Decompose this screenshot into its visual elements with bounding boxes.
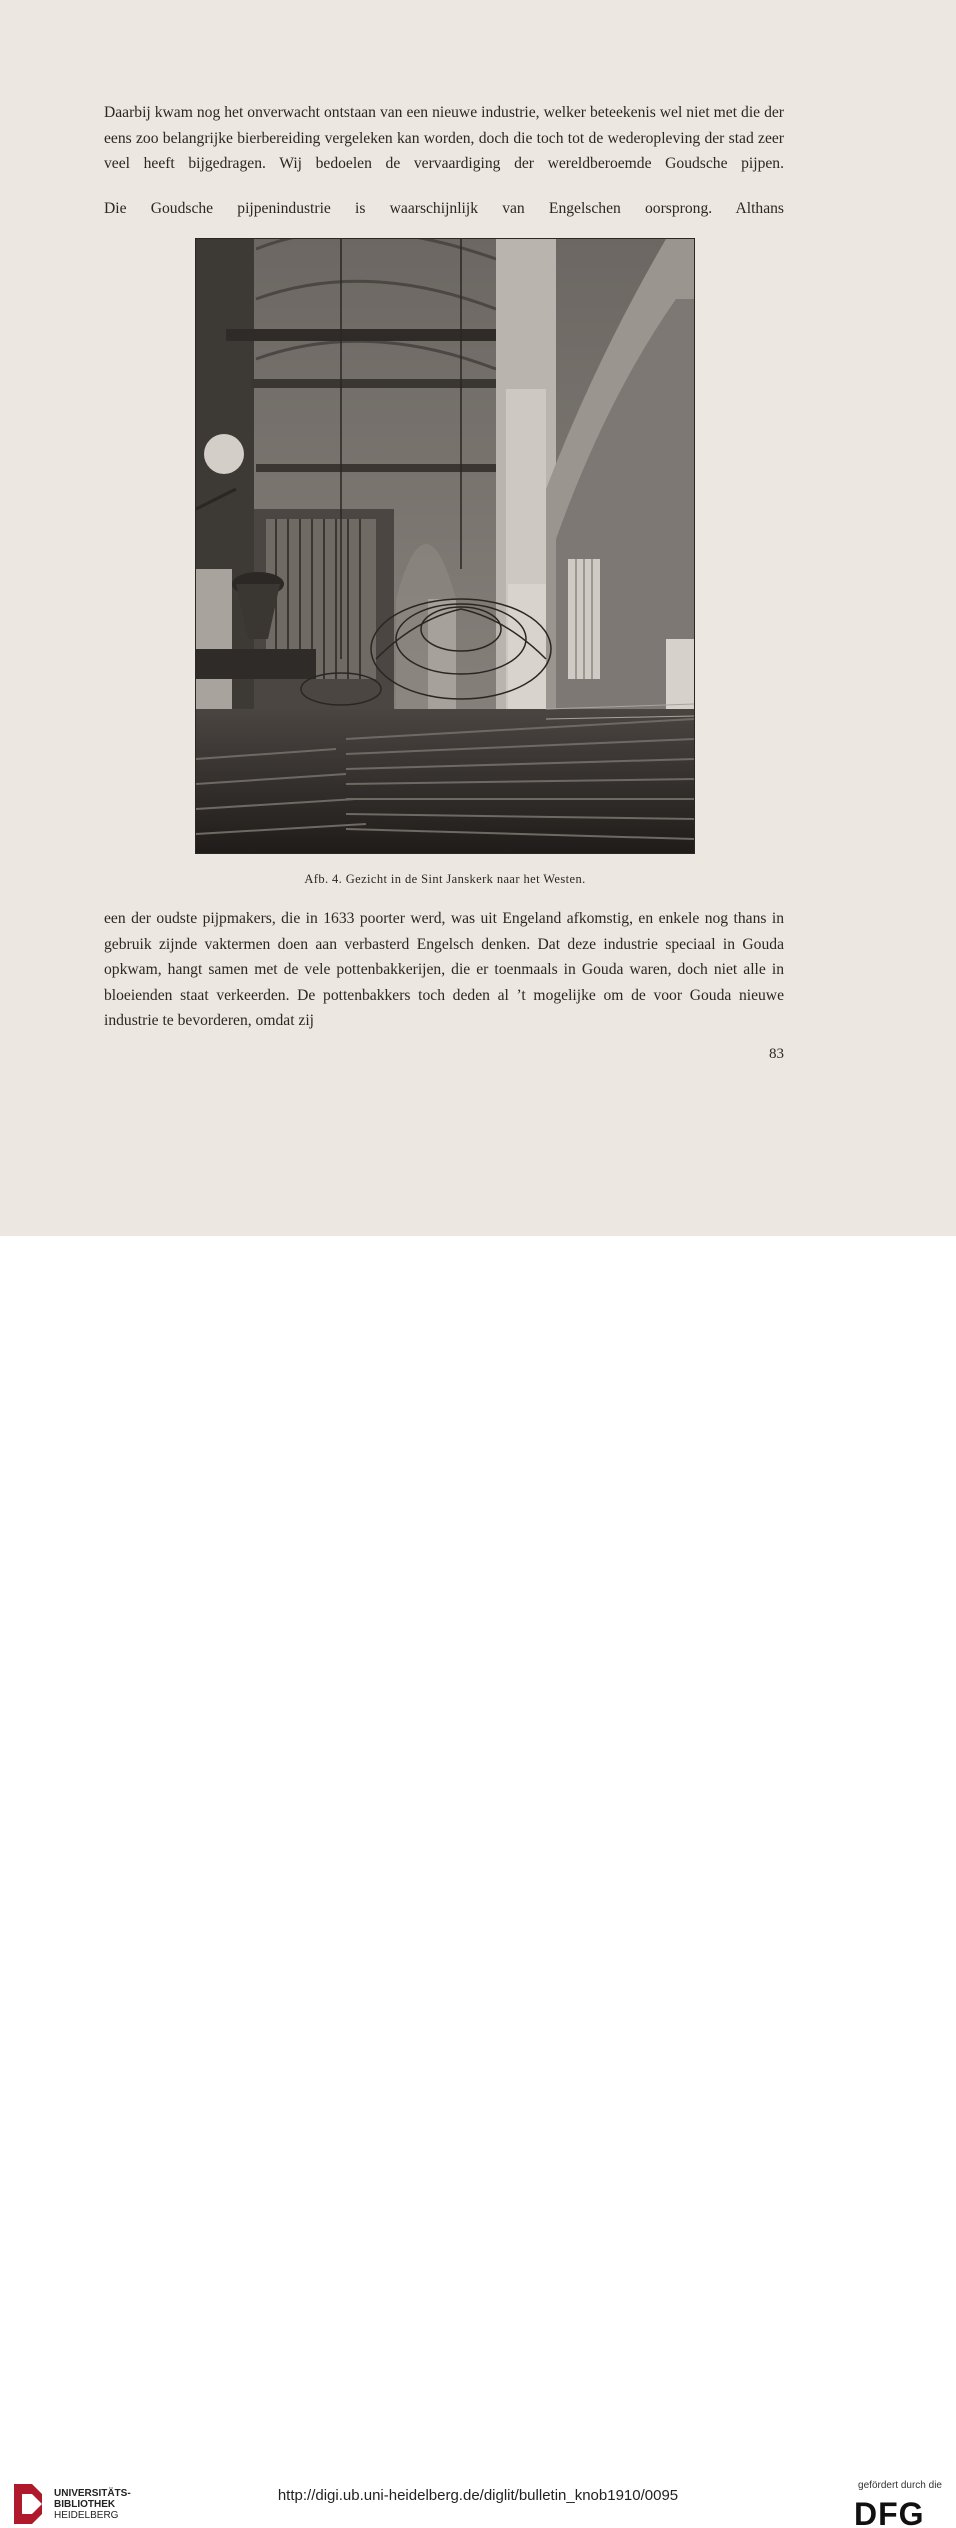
library-line-3: HEIDELBERG bbox=[54, 2510, 119, 2521]
source-url-link[interactable]: http://digi.ub.uni-heidelberg.de/diglit/bulletin_knob1910/0095 bbox=[277, 2487, 679, 2504]
paragraph-3: een der oudste pijpmakers, die in 1633 poorter werd, was uit Engeland afkomstig, en enkele nog thans in gebruik zijnde vaktermen doen aan verbasterd Engelsch denken. Dat deze industrie speciaal in Gouda opkwam, hangt samen met de vele pottenbakkerijen, die er toenmaals in Gouda waren, doch niet alle in bloeienden staat verkeerden. De pottenbakkers toch deden al ’t mogelijke om de voor Gouda nieuwe industrie te bevorderen, omdat zij bbox=[104, 910, 784, 1030]
dfg-logo-text: DFG bbox=[854, 2498, 925, 2528]
paragraph-2: Die Goudsche pijpenindustrie is waarschijnlijk van Engelschen oorsprong. Althans bbox=[104, 200, 784, 217]
scanned-page bbox=[0, 0, 956, 1236]
funding-label: gefördert durch die bbox=[858, 2480, 942, 2491]
dfg-logo-icon bbox=[854, 2498, 942, 2528]
page-number: 83 bbox=[769, 1046, 784, 1062]
paragraph-1: Daarbij kwam nog het onverwacht ontstaan van een nieuwe industrie, welker beteekenis wel niet met die der eens zoo belangrijke bierbereiding vergeleken kan worden, doch die toch tot de wederopleving der stad zeer veel heeft bijgedragen. Wij bedoelen de vervaardiging der wereldberoemde Goudsche pijpen. bbox=[104, 104, 784, 173]
library-line-1: UNIVERSITÄTS- bbox=[54, 2488, 131, 2499]
library-line-2: BIBLIOTHEK bbox=[54, 2499, 116, 2510]
footer-bar bbox=[0, 1236, 956, 2528]
church-interior-photo bbox=[195, 238, 695, 854]
figure-caption: Afb. 4. Gezicht in de Sint Janskerk naar het Westen. bbox=[304, 872, 586, 886]
